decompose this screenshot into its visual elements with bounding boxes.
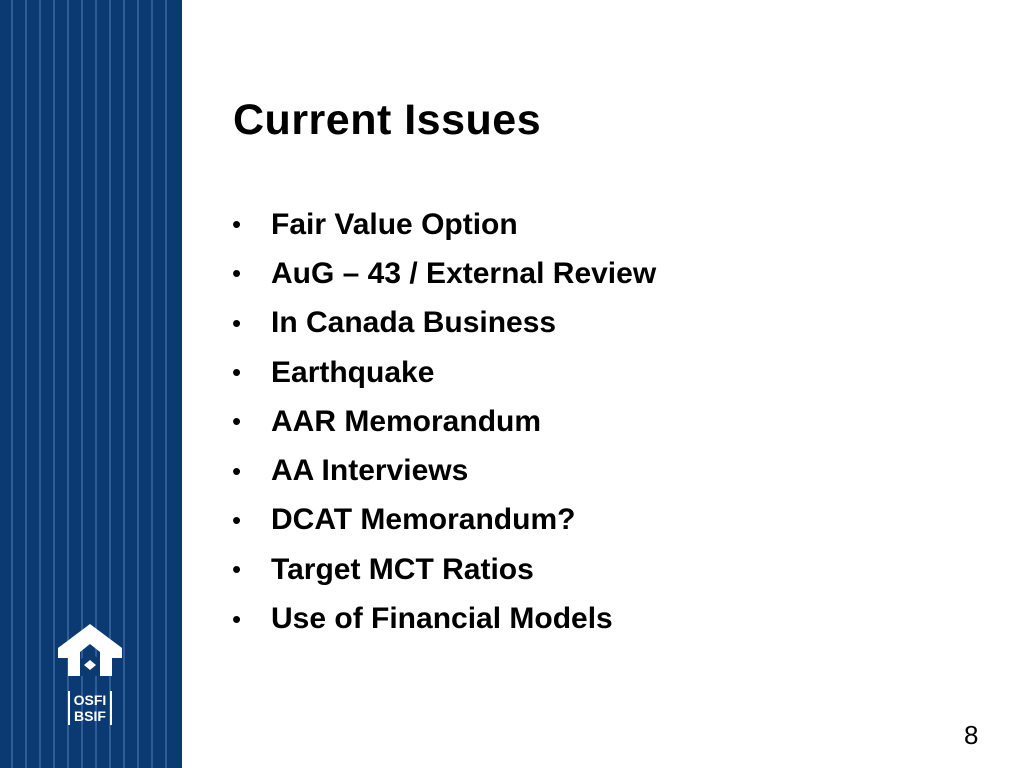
bullet-text: Use of Financial Models [271,602,613,636]
bullet-item [232,200,656,249]
bullet-text: In Canada Business [271,306,557,340]
bullet-item [232,299,656,348]
bullet-item [232,594,656,643]
slide-title: Current Issues [233,96,542,144]
bullet-item [232,496,656,545]
osfi-bsif-wordmark [60,690,120,726]
wordmark-line1: OSFI [73,692,107,708]
bullet-item [232,348,656,397]
bullet-text: Earthquake [271,355,435,389]
bullet-text: AuG – 43 / External Review [271,256,657,290]
bullet-dot: • [232,307,242,338]
bullet-dot: • [232,554,242,585]
bullet-list [232,200,656,644]
bullet-dot: • [232,504,242,535]
bullet-item [232,446,656,495]
bullet-dot: • [232,209,242,240]
bullet-dot: • [232,406,242,437]
bullet-text: Target MCT Ratios [271,552,534,586]
bullet-dot: • [232,357,242,388]
bullet-dot: • [232,258,242,289]
bullet-text: AAR Memorandum [271,404,542,438]
bullet-item [232,249,656,298]
bullet-text: Fair Value Option [271,207,518,241]
bullet-text: AA Interviews [271,454,469,488]
bullet-dot: • [232,455,242,486]
page-number: 8 [964,720,979,750]
wordmark-line2: BSIF [74,708,106,724]
sidebar-panel [0,0,182,768]
bullet-text: DCAT Memorandum? [271,503,576,537]
bullet-dot: • [232,603,242,634]
wordmark-words [70,692,111,724]
osfi-logo-icon [56,622,124,682]
bullet-item [232,545,656,594]
wordmark-right-bar [110,691,112,725]
bullet-item [232,397,656,446]
